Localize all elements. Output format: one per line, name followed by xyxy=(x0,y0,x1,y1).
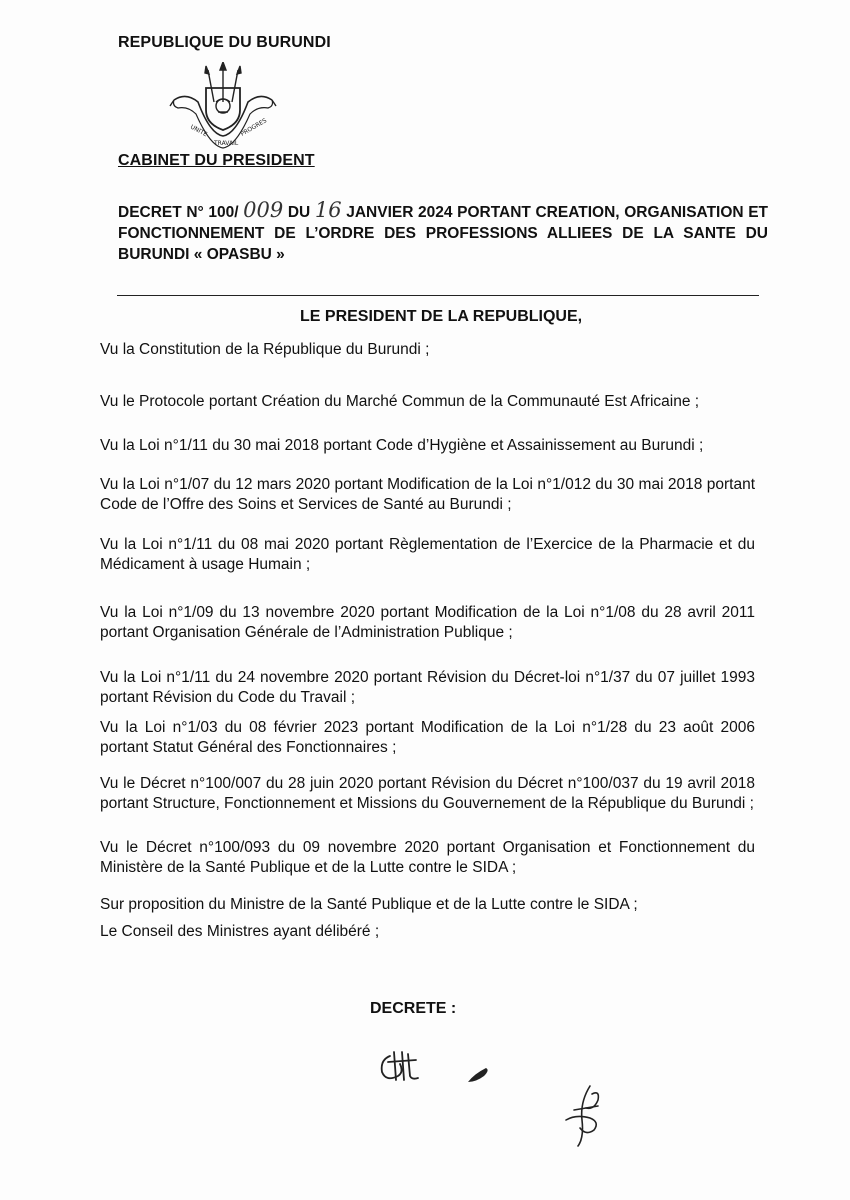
initials-signature-2 xyxy=(560,1080,610,1150)
president-heading: LE PRESIDENT DE LA REPUBLIQUE, xyxy=(300,308,583,325)
svg-text:TRAVAIL: TRAVAIL xyxy=(214,140,239,147)
title-part-2: DU xyxy=(287,204,311,221)
cabinet-heading: CABINET DU PRESIDENT xyxy=(118,152,315,169)
preamble-item: Vu la Constitution de la République du Burundi ; xyxy=(100,341,430,358)
preamble-item: Le Conseil des Ministres ayant délibéré ; xyxy=(100,923,380,940)
svg-text:PROGRES: PROGRES xyxy=(239,117,269,138)
preamble-item: Vu la Loi n°1/11 du 30 mai 2018 portant Code d’Hygiène et Assainissement au Burundi ; xyxy=(100,437,704,454)
ink-mark xyxy=(464,1064,494,1086)
preamble-item: Vu la Loi n°1/03 du 08 février 2023 portant Modification de la Loi n°1/28 du 23 août 2006 portant Statut Général des Fonctionnaires ; xyxy=(100,719,755,756)
preamble-item: Vu le Décret n°100/093 du 09 novembre 2020 portant Organisation et Fonctionnement du Ministère de la Santé Publique et de la Lutte contre le SIDA ; xyxy=(100,839,755,876)
decrete-heading: DECRETE : xyxy=(370,1000,457,1017)
burundi-coat-of-arms-emblem xyxy=(168,62,278,152)
preamble-item: Vu la Loi n°1/11 du 08 mai 2020 portant Règlementation de l’Exercice de la Pharmacie et du Médicament à usage Humain ; xyxy=(100,536,755,573)
title-part-3: JANVIER 2024 PORTANT CREATION, ORGANISATION ET FONCTIONNEMENT DE L’ORDRE DES PROFESSIONS ALLIEES DE LA SANTE DU BURUNDI « OPASBU » xyxy=(118,204,769,263)
preamble-item: Vu le Décret n°100/007 du 28 juin 2020 portant Révision du Décret n°100/037 du 19 avril 2018 portant Structure, Fonctionnement et Missions du Gouvernement de la République du Burundi ; xyxy=(100,775,755,812)
svg-text:UNITE: UNITE xyxy=(189,123,209,139)
decree-title xyxy=(118,200,768,265)
handwritten-day: 16 xyxy=(314,198,342,222)
preamble-item: Vu la Loi n°1/09 du 13 novembre 2020 portant Modification de la Loi n°1/08 du 28 avril 2011 portant Organisation Générale de l’Administration Publique ; xyxy=(100,604,755,641)
preamble-item: Vu la Loi n°1/07 du 12 mars 2020 portant Modification de la Loi n°1/012 du 30 mai 2018 portant Code de l’Offre des Soins et Services de Santé au Burundi ; xyxy=(100,476,755,513)
handwritten-decree-number: 009 xyxy=(243,198,284,222)
preamble-item: Vu la Loi n°1/11 du 24 novembre 2020 portant Révision du Décret-loi n°1/37 du 07 juillet 1993 portant Révision du Code du Travail ; xyxy=(100,669,755,706)
preamble-item: Sur proposition du Ministre de la Santé Publique et de la Lutte contre le SIDA ; xyxy=(100,896,638,913)
republic-heading: REPUBLIQUE DU BURUNDI xyxy=(118,34,331,51)
initials-signature-1 xyxy=(376,1046,426,1086)
title-part-1: DECRET N° 100/ xyxy=(118,204,239,221)
preamble-item: Vu le Protocole portant Création du Marché Commun de la Communauté Est Africaine ; xyxy=(100,393,700,410)
title-divider xyxy=(117,295,759,296)
